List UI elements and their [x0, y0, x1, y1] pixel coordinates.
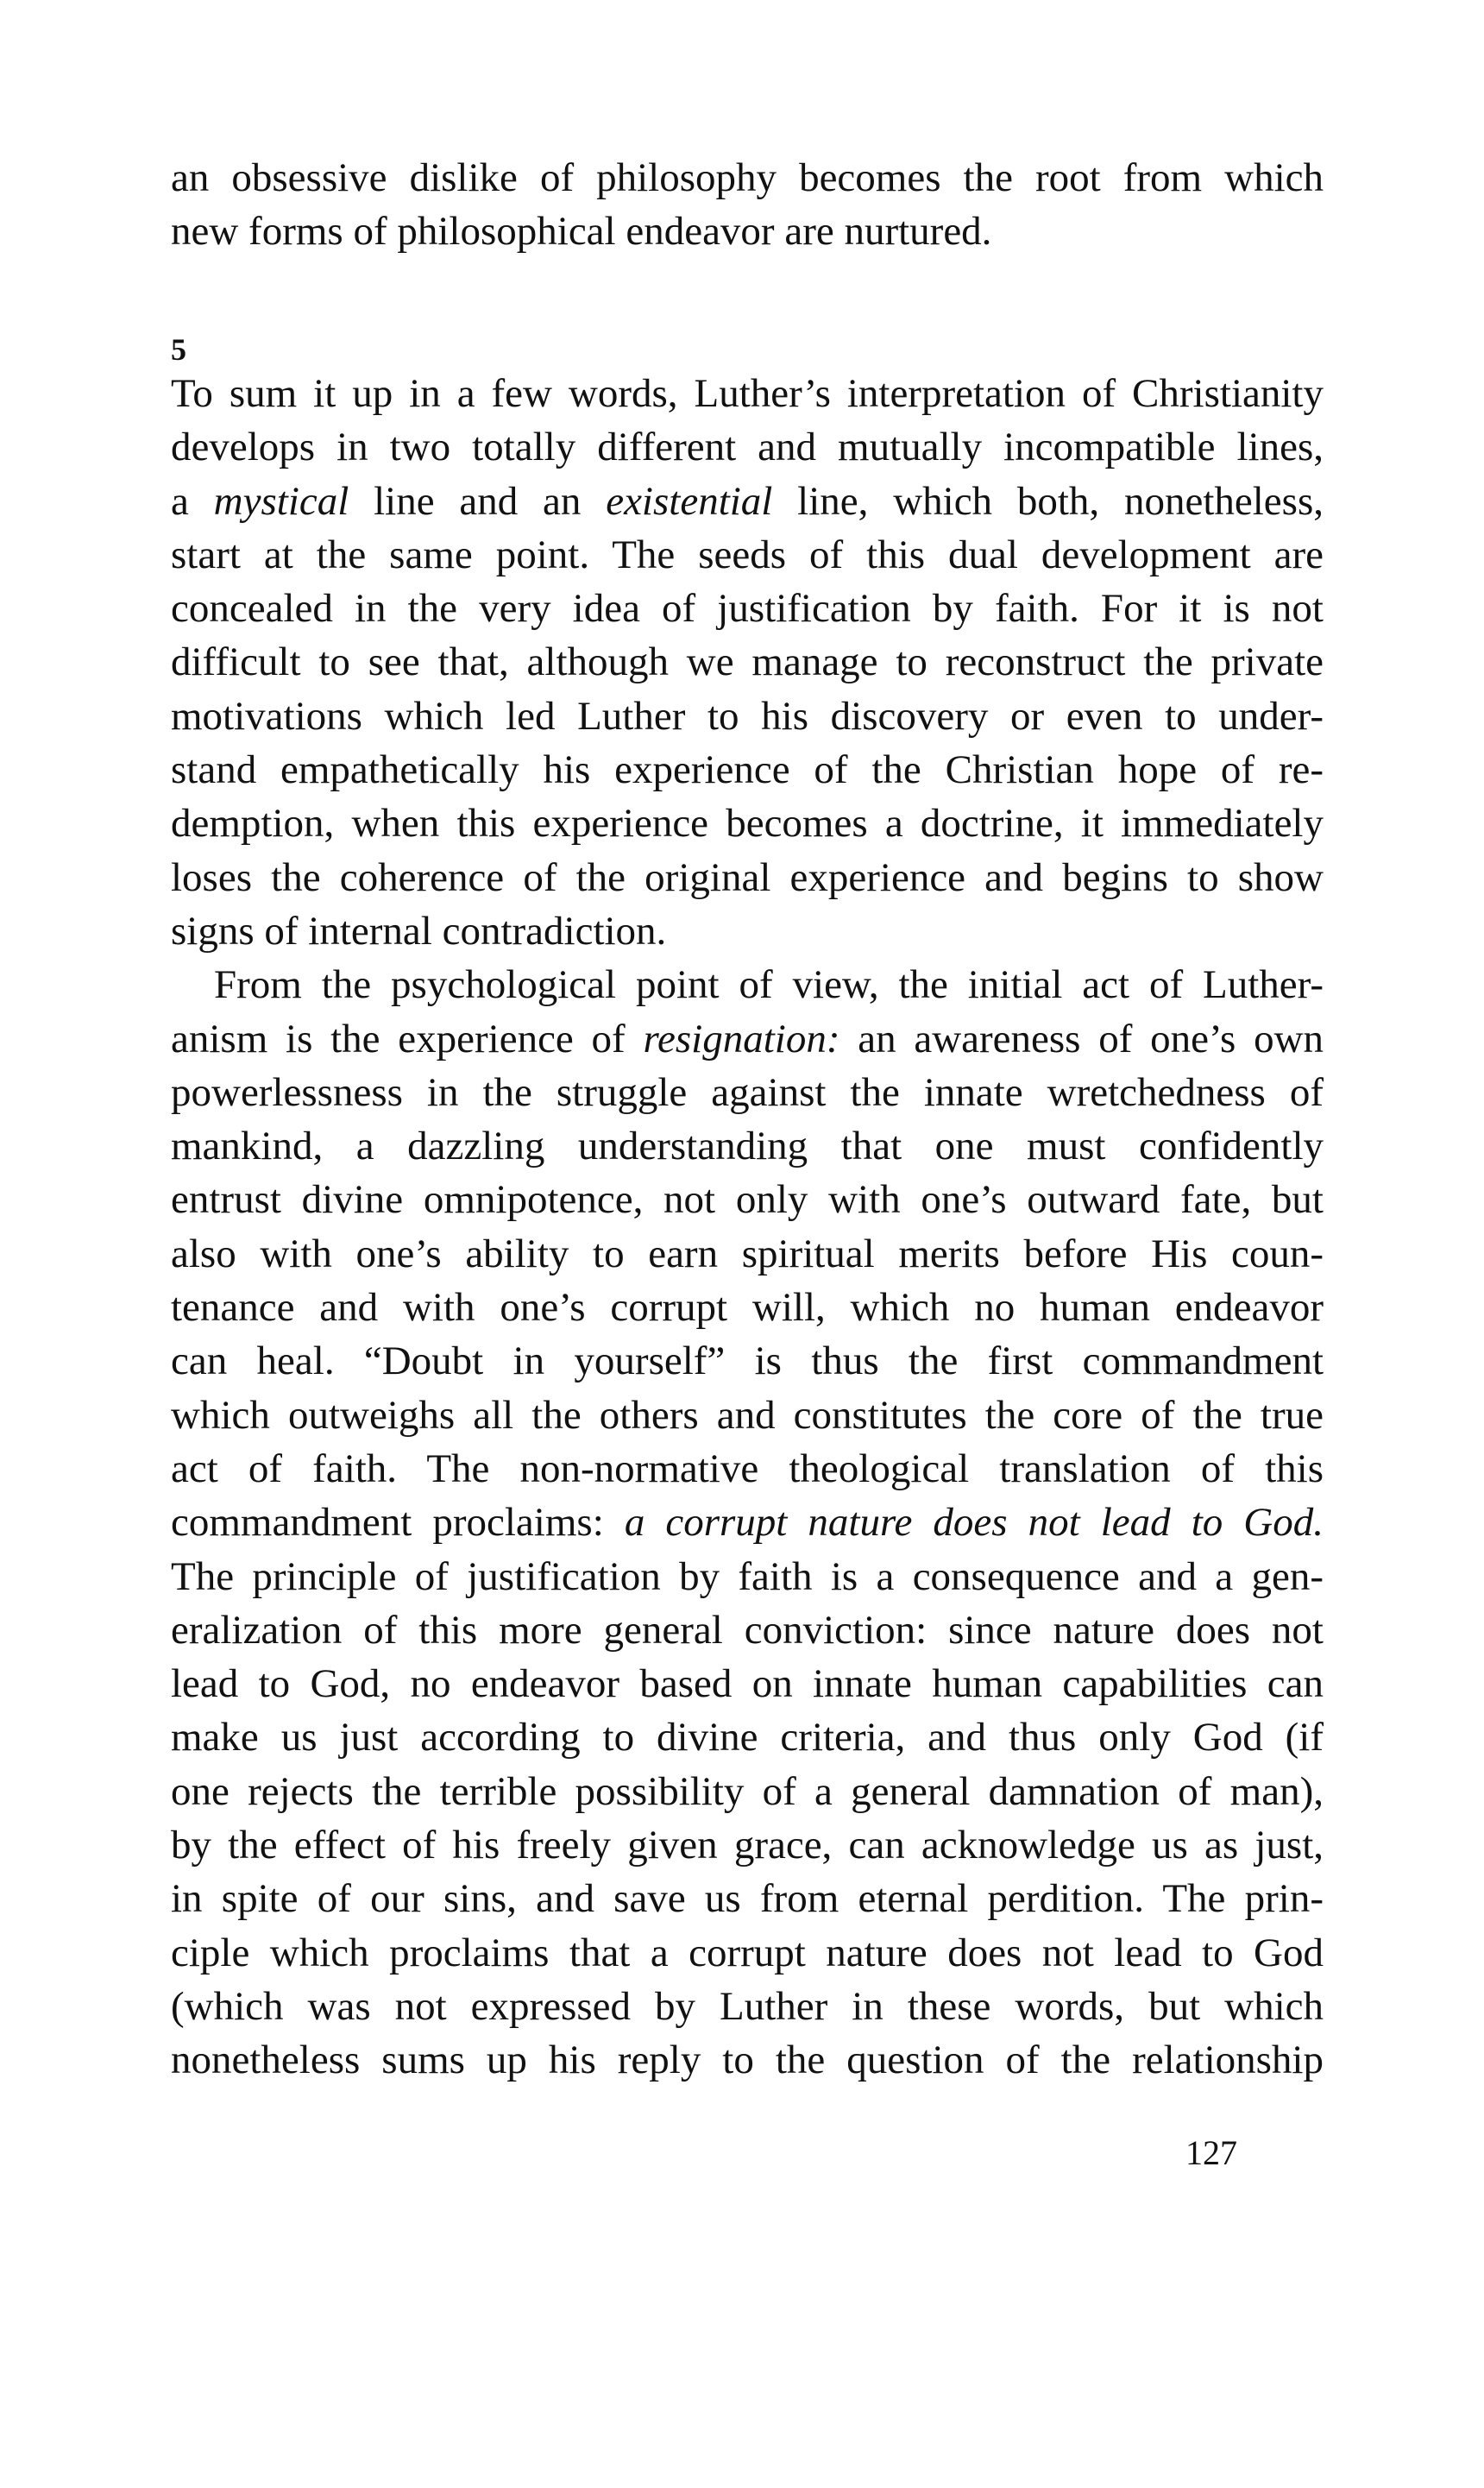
- text-line: also with one’s ability to earn spiritual merits before His coun-: [171, 1231, 1324, 1276]
- text-line: one rejects the terrible possibility of a general damnation of man),: [171, 1768, 1324, 1814]
- text-line: [171, 1496, 1324, 1549]
- text-line: [171, 1012, 1324, 1066]
- text-line: which outweighs all the others and constitutes the core of the true: [171, 1392, 1324, 1438]
- text-line: stand empathetically his experience of the Christian hope of re-: [171, 747, 1324, 793]
- text-line: To sum it up in a few words, Luther’s interpretation of Christianity: [171, 371, 1324, 416]
- text-line: lead to God, no endeavor based on innate human capabilities can: [171, 1661, 1324, 1707]
- text-line: mankind, a dazzling understanding that one must confidently: [171, 1124, 1324, 1169]
- text-line: loses the coherence of the original experience and begins to show: [171, 854, 1324, 900]
- text-line: concealed in the very idea of justification by faith. For it is not: [171, 586, 1324, 632]
- text-line: act of faith. The non-normative theological translation of this: [171, 1446, 1324, 1491]
- text-line: ciple which proclaims that a corrupt nature does not lead to God: [171, 1930, 1324, 1975]
- text-line: tenance and with one’s corrupt will, which no human endeavor: [171, 1285, 1324, 1331]
- text-line: make us just according to divine criteria, and thus only God (if: [171, 1715, 1324, 1760]
- italic-term-existential: existential: [606, 478, 773, 524]
- text-line: can heal. “Doubt in yourself” is thus the first commandment: [171, 1338, 1324, 1384]
- text-line: by the effect of his freely given grace, can acknowledge us as just,: [171, 1823, 1324, 1868]
- text-line: signs of internal contradiction.: [171, 908, 667, 954]
- text-run: line and an: [349, 478, 607, 524]
- text-line: new forms of philosophical endeavor are nurtured.: [171, 209, 992, 255]
- text-line: [171, 475, 1324, 528]
- italic-term-resignation: resignation:: [643, 1016, 840, 1061]
- text-line: start at the same point. The seeds of this dual development are: [171, 532, 1324, 577]
- text-line: in spite of our sins, and save us from eternal perdition. The prin-: [171, 1876, 1324, 1922]
- text-run: commandment proclaims:: [171, 1500, 625, 1546]
- page-number: 127: [1185, 2133, 1237, 2172]
- text-line: demption, when this experience becomes a doctrine, it immediately: [171, 801, 1324, 847]
- text-line: an obsessive dislike of philosophy becomes the root from which: [171, 155, 1324, 200]
- text-line: motivations which led Luther to his discovery or even to under-: [171, 693, 1324, 739]
- italic-proposition: a corrupt nature does not lead to God.: [624, 1500, 1324, 1546]
- text-run: an awareness of one’s own: [839, 1016, 1324, 1061]
- section-body: [171, 367, 1324, 2088]
- text-run: anism is the experience of: [171, 1016, 644, 1061]
- text-line: nonetheless sums up his reply to the question of the relationship: [171, 2038, 1324, 2083]
- section-number: 5: [171, 332, 186, 367]
- text-line: entrust divine omnipotence, not only with one’s outward fate, but: [171, 1177, 1324, 1223]
- text-line: eralization of this more general conviction: since nature does not: [171, 1607, 1324, 1653]
- text-line: difficult to see that, although we manage to reconstruct the private: [171, 639, 1324, 685]
- text-line: The principle of justification by faith is a consequence and a gen-: [171, 1553, 1324, 1599]
- text-line: powerlessness in the struggle against the innate wretchedness of: [171, 1069, 1324, 1115]
- text-run: line, which both, nonetheless,: [772, 478, 1324, 524]
- text-line: (which was not expressed by Luther in these words, but which: [171, 1983, 1324, 2029]
- opening-paragraph: [171, 151, 1324, 259]
- italic-term-mystical: mystical: [213, 478, 349, 524]
- text-run: a: [171, 478, 214, 524]
- text-line: From the psychological point of view, the initial act of Luther-: [214, 962, 1324, 1008]
- text-line: develops in two totally different and mutually incompatible lines,: [171, 425, 1324, 470]
